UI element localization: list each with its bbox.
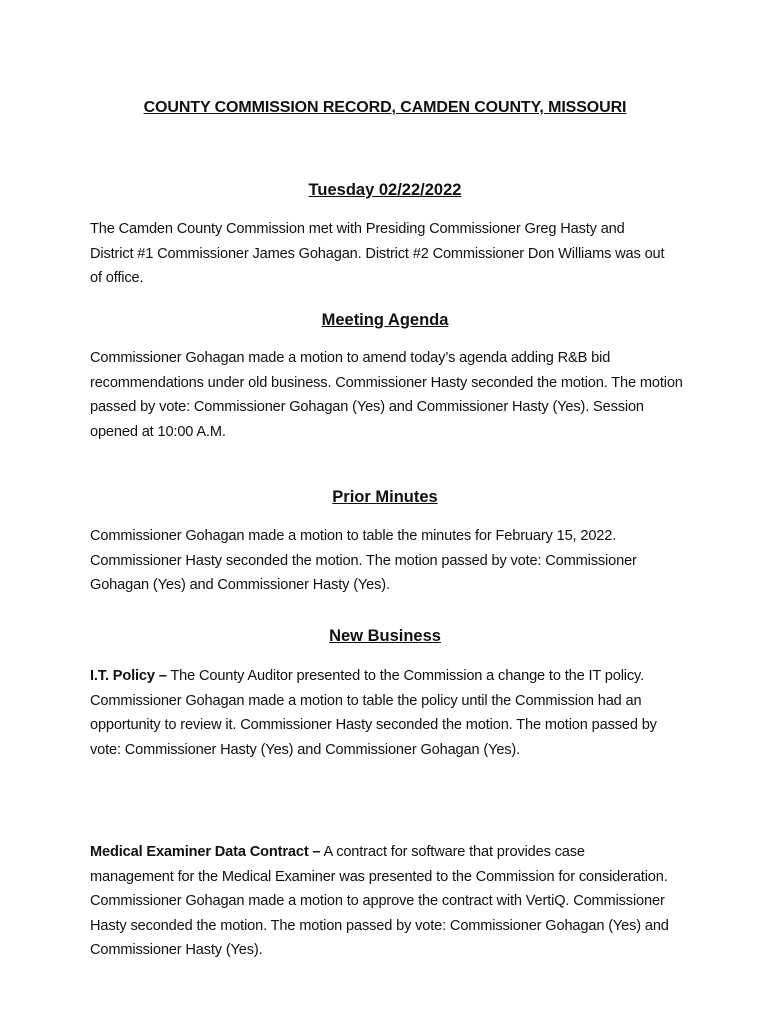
date-heading: Tuesday 02/22/2022 [308, 181, 462, 199]
it-policy-text: The County Auditor presented to the Commission a change to the IT policy. Commissioner Gohagan made a motion to table the policy until the Commission had an opportunity to review it. Commissioner Hasty seconded the motion. The motion passed by vote: Commissioner Hasty (Yes) and Commissioner Gohagan (Yes). [90, 668, 657, 758]
document-title: COUNTY COMMISSION RECORD, CAMDEN COUNTY, MISSOURI [143, 99, 627, 116]
it-policy-label: I.T. Policy – [90, 668, 167, 684]
medical-examiner-paragraph [90, 840, 670, 963]
intro-paragraph: The Camden County Commission met with Presiding Commissioner Greg Hasty and District #1 Commissioner James Gohagan. District #2 Commissioner Don Williams was out of office. [90, 221, 665, 286]
medical-examiner-label: Medical Examiner Data Contract – [90, 844, 321, 860]
new-business-heading: New Business [329, 627, 441, 645]
prior-minutes-heading: Prior Minutes [332, 488, 438, 506]
medical-examiner-text: A contract for software that provides case management for the Medical Examiner was presented to the Commission for consideration. Commissioner Gohagan made a motion to approve the contract with VertiQ. Commissioner Hasty seconded the motion. The motion passed by vote: Commissioner Gohagan (Yes) and Commissioner Hasty (Yes). [90, 844, 669, 958]
prior-minutes-paragraph: Commissioner Gohagan made a motion to table the minutes for February 15, 2022. Commissioner Hasty seconded the motion. The motion passed by vote: Commissioner Gohagan (Yes) and Commissioner Hasty (Yes). [90, 528, 637, 593]
meeting-agenda-heading: Meeting Agenda [321, 311, 449, 329]
it-policy-paragraph [90, 664, 686, 762]
meeting-agenda-paragraph: Commissioner Gohagan made a motion to amend today’s agenda adding R&B bid recommendations under old business. Commissioner Hasty seconded the motion. The motion passed by vote: Commissioner Gohagan (Yes) and Commissioner Hasty (Yes). Session opened at 10:00 A.M. [90, 350, 683, 440]
